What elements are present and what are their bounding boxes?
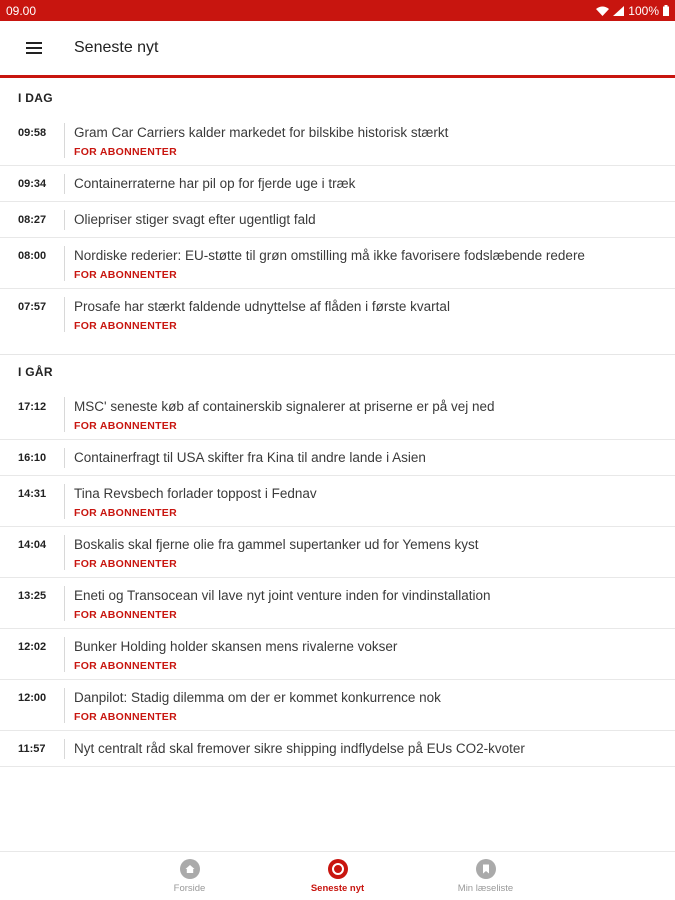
subscriber-badge: FOR ABONNENTER [74,558,177,570]
nav-label: Min læseliste [457,882,514,894]
news-title: Prosafe har stærkt faldende udnyttelse af flåden i første kvartal [74,299,450,314]
news-item[interactable] [0,476,675,527]
news-title: Containerraterne har pil op for fjerde uge i træk [74,176,356,191]
news-title: Nordiske rederier: EU-støtte til grøn omstilling må ikke favorisere fodslæbende redere [74,248,585,263]
news-time: 12:00 [18,692,47,704]
subscriber-badge: FOR ABONNENTER [74,609,177,621]
status-icons [596,4,669,18]
news-item[interactable] [0,680,675,731]
bookmark-icon [476,859,496,879]
news-title: Danpilot: Stadig dilemma om der er kommet konkurrence nok [74,690,441,705]
news-title: Eneti og Transocean vil lave nyt joint venture inden for vindinstallation [74,588,491,603]
bottom-navigation [0,851,675,900]
news-time: 13:25 [18,590,47,602]
news-item[interactable] [0,731,675,767]
status-time: 09.00 [6,3,37,18]
news-title: Bunker Holding holder skansen mens rivalerne vokser [74,639,398,654]
section-header-yesterday: I GÅR [18,365,53,379]
news-time: 11:57 [18,743,46,755]
news-title: Tina Revsbech forlader toppost i Fednav [74,486,317,501]
news-item[interactable] [0,527,675,578]
news-time: 14:31 [18,488,47,500]
battery-icon [663,5,669,16]
news-title: Boskalis skal fjerne olie fra gammel supertanker ud for Yemens kyst [74,537,479,552]
news-item[interactable] [0,238,675,289]
wifi-icon [596,6,609,16]
news-time: 16:10 [18,452,47,464]
news-list[interactable] [0,81,675,851]
nav-seneste-nyt[interactable] [264,852,412,900]
subscriber-badge: FOR ABONNENTER [74,146,177,158]
news-title: MSC' seneste køb af containerskib signalerer at priserne er på vej ned [74,399,495,414]
news-time: 17:12 [18,401,47,413]
news-time: 09:34 [18,178,47,190]
news-item[interactable] [0,202,675,238]
news-item[interactable] [0,166,675,202]
status-bar [0,0,675,21]
nav-label: Seneste nyt [310,882,365,894]
news-time: 08:00 [18,250,47,262]
page-title: Seneste nyt [74,39,159,56]
subscriber-badge: FOR ABONNENTER [74,660,177,672]
news-item[interactable] [0,629,675,680]
nav-forside[interactable] [116,852,264,900]
news-time: 08:27 [18,214,47,226]
news-item[interactable] [0,440,675,476]
home-icon [180,859,200,879]
subscriber-badge: FOR ABONNENTER [74,711,177,723]
hamburger-icon [26,42,42,54]
battery-level: 100% [628,3,659,18]
menu-button[interactable] [22,36,46,60]
news-time: 07:57 [18,301,47,313]
section-header-today: I DAG [18,91,53,105]
signal-icon [613,6,624,16]
news-title: Gram Car Carriers kalder markedet for bilskibe historisk stærkt [74,125,449,140]
section-divider [0,339,675,355]
subscriber-badge: FOR ABONNENTER [74,320,177,332]
nav-min-laeseliste[interactable] [412,852,560,900]
news-time: 12:02 [18,641,47,653]
nav-label: Forside [173,882,206,894]
news-item[interactable] [0,115,675,166]
news-item[interactable] [0,389,675,440]
news-item[interactable] [0,578,675,629]
app-bar [0,21,675,78]
news-time: 14:04 [18,539,47,551]
news-title: Nyt centralt råd skal fremover sikre shipping indflydelse på EUs CO2-kvoter [74,741,525,756]
subscriber-badge: FOR ABONNENTER [74,269,177,281]
news-item[interactable] [0,289,675,339]
news-title: Containerfragt til USA skifter fra Kina til andre lande i Asien [74,450,426,465]
subscriber-badge: FOR ABONNENTER [74,507,177,519]
news-time: 09:58 [18,127,47,139]
clock-icon [328,859,348,879]
news-title: Oliepriser stiger svagt efter ugentligt fald [74,212,316,227]
subscriber-badge: FOR ABONNENTER [74,420,177,432]
